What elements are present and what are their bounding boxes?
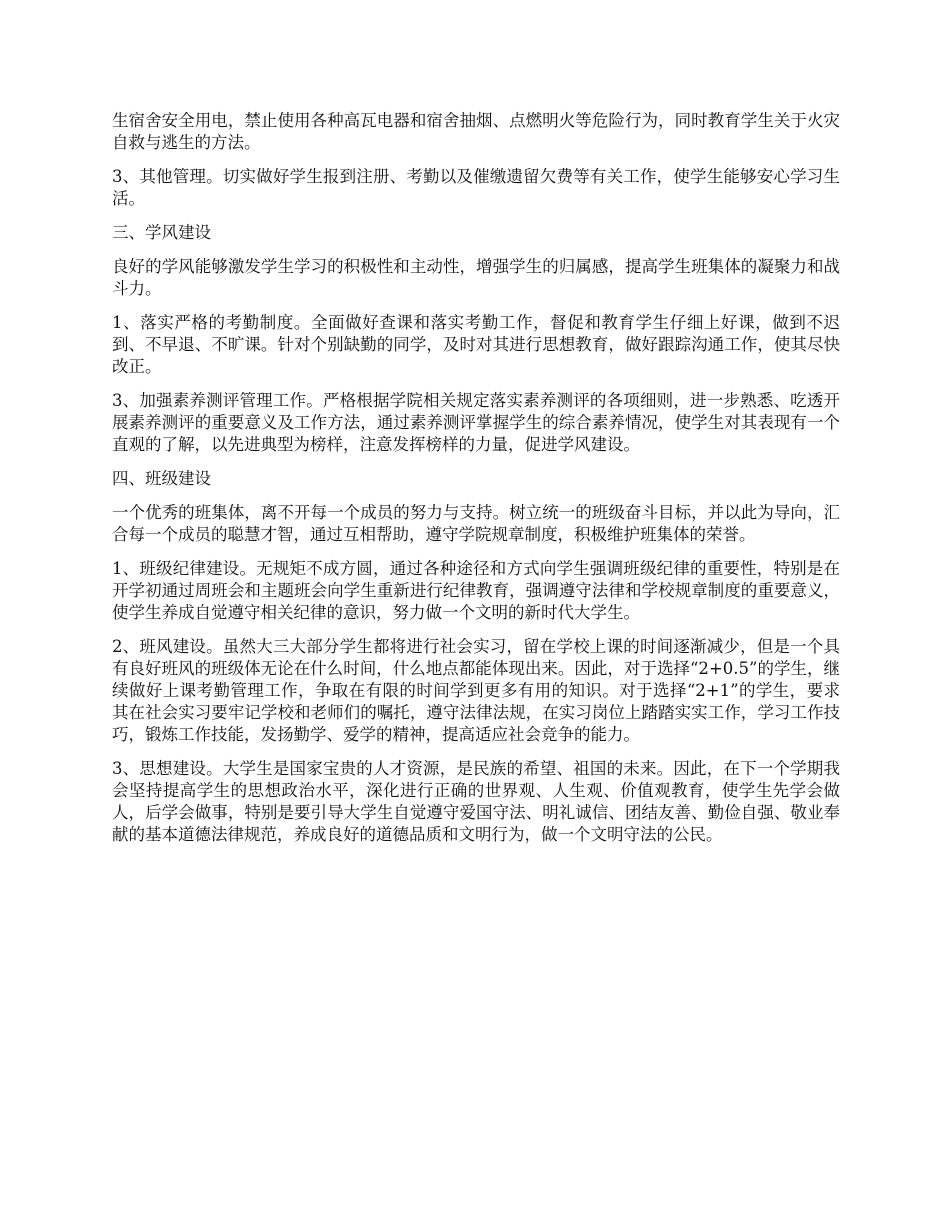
paragraph-other-management: 3、其他管理。切实做好学生报到注册、考勤以及催缴遗留欠费等有关工作，使学生能够安心学习生活。 — [112, 167, 840, 208]
paragraph-study-style-intro: 良好的学风能够激发学生学习的积极性和主动性，增强学生的归属感，提高学生班集体的凝聚力和战斗力。 — [112, 257, 840, 298]
paragraph-class-building-intro: 一个优秀的班集体，离不开每一个成员的努力与支持。树立统一的班级奋斗目标，并以此为导向，汇合每一个成员的聪慧才智，通过互相帮助，遵守学院规章制度，积极维护班集体的荣誉。 — [112, 503, 840, 544]
section-heading-class-building: 四、班级建设 — [112, 469, 211, 488]
paragraph-fire-safety: 生宿舍安全用电，禁止使用各种高瓦电器和宿舍抽烟、点燃明火等危险行为，同时教育学生关于火灾自救与逃生的方法。 — [112, 111, 840, 152]
document-body — [112, 110, 840, 858]
paragraph-class-style: 2、班风建设。虽然大三大部分学生都将进行社会实习，留在学校上课的时间逐渐减少，但是一个具有良好班风的班级体无论在什么时间，什么地点都能体现出来。因此，对于选择“2+0.5”的学生，继续做好上课考勤管理工作，争取在有限的时间学到更多有用的知识。对于选择“2+1”的学生，要求其在社会实习要牢记学校和老师们的嘱托，遵守法律法规，在实习岗位上踏踏实实工作，学习工作技巧，锻炼工作技能，发扬勤学、爱学的精神，提高适应社会竞争的能力。 — [112, 637, 840, 744]
paragraph-class-discipline: 1、班级纪律建设。无规矩不成方圆，通过各种途径和方式向学生强调班级纪律的重要性，特别是在开学初通过周班会和主题班会向学生重新进行纪律教育，强调遵守法律和学校规章制度的重要意义，使学生养成自觉遵守相关纪律的意识，努力做一个文明的新时代大学生。 — [112, 559, 840, 622]
paragraph-attendance: 1、落实严格的考勤制度。全面做好查课和落实考勤工作，督促和教育学生仔细上好课，做到不迟到、不早退、不旷课。针对个别缺勤的同学，及时对其进行思想教育，做好跟踪沟通工作，使其尽快改正。 — [112, 313, 840, 376]
paragraph-quality-evaluation: 3、加强素养测评管理工作。严格根据学院相关规定落实素养测评的各项细则，进一步熟悉、吃透开展素养测评的重要意义及工作方法，通过素养测评掌握学生的综合素养情况，使学生对其表现有一个直观的了解，以先进典型为榜样，注意发挥榜样的力量，促进学风建设。 — [112, 391, 840, 454]
section-heading-study-style: 三、学风建设 — [112, 223, 211, 242]
paragraph-ideological-building: 3、思想建设。大学生是国家宝贵的人才资源，是民族的希望、祖国的未来。因此，在下一个学期我会坚持提高学生的思想政治水平，深化进行正确的世界观、人生观、价值观教育，使学生先学会做人，后学会做事，特别是要引导大学生自觉遵守爱国守法、明礼诚信、团结友善、勤俭自强、敬业奉献的基本道德法律规范，养成良好的道德品质和文明行为，做一个文明守法的公民。 — [112, 759, 840, 844]
